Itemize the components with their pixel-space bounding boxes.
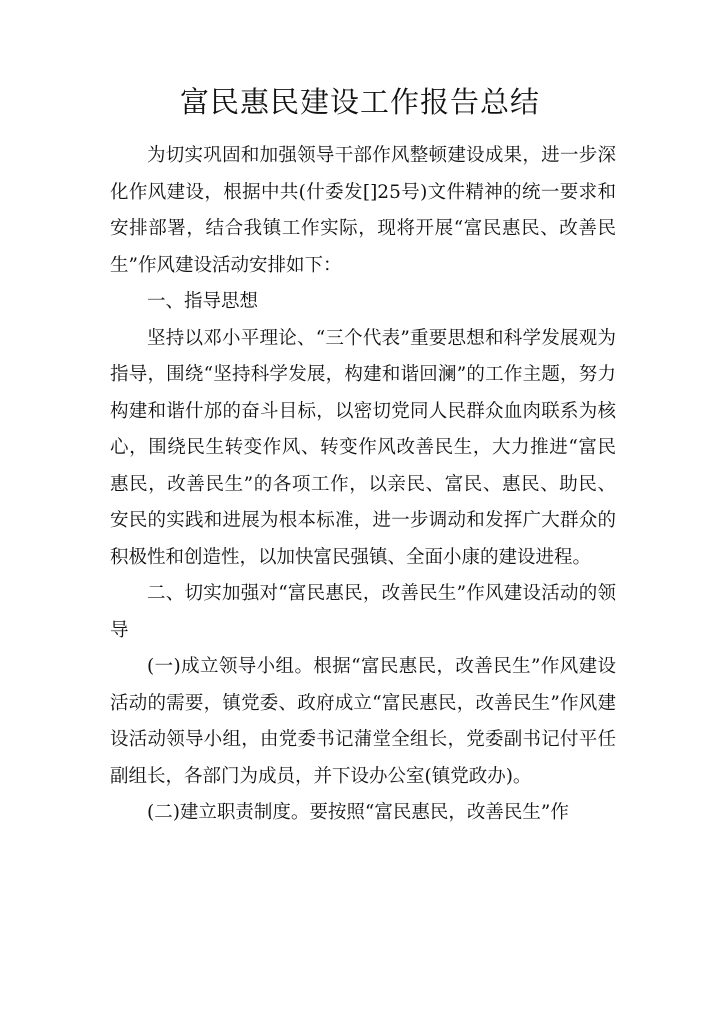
heading-guiding-ideology: 一、指导思想	[147, 291, 259, 312]
heading-leadership: 二、切实加强对“富民惠民，改善民生”作风建设活动的领导	[110, 583, 616, 641]
document-title: 富民惠民建设工作报告总结	[179, 85, 540, 119]
paragraph-responsibility-system: (二)建立职责制度。要按照“富民惠民，改善民生”作	[147, 802, 569, 823]
document-body	[110, 138, 616, 832]
paragraph-guiding-ideology: 坚持以邓小平理论、“三个代表”重要思想和科学发展观为指导，围绕“坚持科学发展，构建和谐回澜”的工作主题，努力构建和谐什邡的奋斗目标，以密切党同人民群众血肉联系为核心，围绕民生转变作风、转变作风改善民生，大力推进“富民惠民，改善民生”的各项工作，以亲民、富民、惠民、助民、安民的实践和进展为根本标准，进一步调动和发挥广大群众的积极性和创造性，以加快富民强镇、全面小康的建设进程。	[110, 327, 616, 568]
paragraph-leading-group: (一)成立领导小组。根据“富民惠民，改善民生”作风建设活动的需要，镇党委、政府成立“富民惠民，改善民生”作风建设活动领导小组，由党委书记蒲堂全组长，党委副书记付平任副组长，各部门为成员，并下设办公室(镇党政办)。	[110, 656, 616, 787]
paragraph-intro: 为切实巩固和加强领导干部作风整顿建设成果，进一步深化作风建设，根据中共(什委发[]25号)文件精神的统一要求和安排部署，结合我镇工作实际，现将开展“富民惠民、改善民生”作风建设活动安排如下：	[110, 145, 616, 276]
